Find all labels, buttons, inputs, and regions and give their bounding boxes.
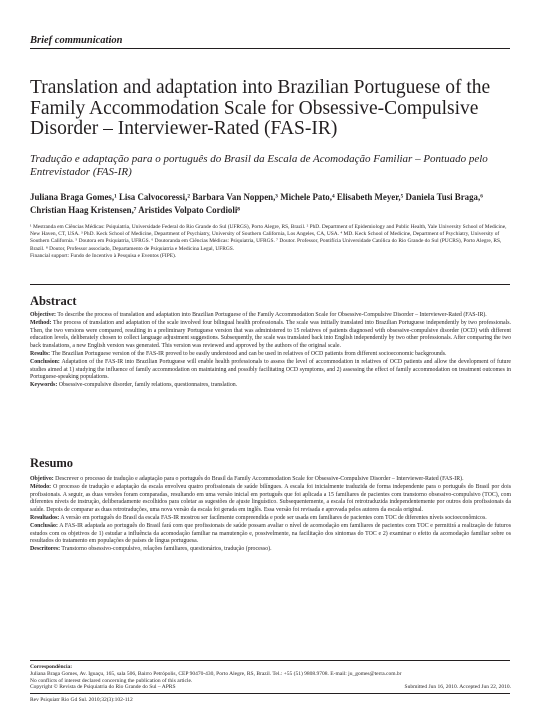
author: Juliana Braga Gomes,¹ (30, 192, 117, 202)
label: Method: (30, 319, 52, 326)
author: Aristides Volpato Cordioli⁸ (138, 204, 240, 215)
resumo-objetivo: Objetivo: Descrever o processo de tradução e adaptação para o português do Brasil da Family Accommodation Scale for Obsessive-Compulsive Disorder – Interviewer-Rated (FAS-IR). (30, 476, 464, 482)
section-divider (30, 284, 510, 285)
author: Daniela Tusi Braga,⁶ (405, 192, 483, 202)
abstract-keywords: Keywords: Obsessive-compulsive disorder, family relations, questionnaires, translation. (30, 382, 238, 389)
resumo-conclusao: Conclusão: A FAS-IR adaptada ao português do Brasil fará com que profissionais de saúde possam avaliar o nível de acomodação em familiares de pacientes com TOC e permitirá a realização de futuros estudos com os objetivos de 1) estudar a influência da acomodação familiar na manutenção e, possivelmente, na facilitação dos sintomas do TOC e 2) examinar o efeito da acomodação familiar sobre os resultados do tratamento em populações de países de língua portuguesa. (30, 522, 511, 545)
label: Objetivo: (30, 476, 54, 482)
abstract-conclusion: Conclusion: Adaptation of the FAS-IR into Brazilian Portuguese will enable health professionals to assess the level of accommodation in relatives of OCD patients and allow the development of future studies aimed at 1) studying the influence of family accommodation on maintaining and possibly facilitating OCD symptoms, and 2) assessing the effect of family accommodation on treatment outcomes in Portuguese-speaking populations. (30, 358, 511, 381)
correspondence-rule (30, 660, 510, 661)
label: Método: (30, 483, 52, 490)
funding-note: Financial support: Fundo de Incentivo à Pesquisa e Eventos (FIPE). (30, 252, 177, 259)
article-subtitle: Tradução e adaptação para o português do Brasil da Escala de Acomodação Familiar – Pontuado pelo Entrevistador (FAS-IR) (30, 153, 488, 178)
resumo-descritores: Descritores: Transtorno obsessivo-compulsivo, relações familiares, questionários, tradução (processo). (30, 546, 272, 553)
resumo-heading: Resumo (30, 456, 74, 470)
resumo-metodo: Método: O processo de tradução e adaptação da escala envolveu quatro profissionais de saúde bilíngues. A escala foi inicialmente traduzida de forma independente para o português do Brasil por dois profissionais. A seguir, as duas versões foram comparadas, resultando em uma versão inicial em português que foi aplicada a 15 familiares de pacientes com transtorno obsessivo-compulsivo (TOC), com diferentes níveis de instrução, deliberadamente escolhidos para coletar as sugestões de ajuste linguístico. Subsequentemente, a escala foi retrotraduzida independentemente por outros dois profissionais da saúde. Depois de comparar as duas retrotraduções, uma nova versão da escala foi gerada em inglês. Essa versão foi revisada e aprovada pelos autores da escala original. (30, 483, 511, 514)
copyright-notice: Copyright © Revista de Psiquiatria do Rio Grande do Sul – APRS (30, 684, 176, 691)
label: Conclusão: (30, 522, 58, 529)
abstract-results: Results: The Brazilian Portuguese version of the FAS-IR proved to be easily understood and can be used in relatives of OCD patients from different socioeconomic backgrounds. (30, 350, 447, 357)
correspondence-label: Correspondência: (30, 664, 73, 670)
author: Barbara Van Noppen,³ (192, 192, 278, 202)
author: Christian Haag Kristensen,⁷ (30, 204, 137, 215)
label: Results: (30, 350, 51, 357)
correspondence-address: Juliana Braga Gomes, Av. Iguaçu, 165, sala 506, Bairro Petrópolis, CEP 90470-430, Porto Alegre, RS, Brazil. Tel.: +55 (51) 9808.9708. E-mail: ju_gomes@terra.com.br (30, 670, 402, 677)
affiliations (30, 224, 515, 260)
abstract-objective: Objective: To describe the process of translation and adaptation into Brazilian Portuguese of the Family Accommodation Scale for Obsessive-Compulsive Disorder – Interviewer-Rated (FAS-IR). (30, 312, 487, 318)
affiliation-text: ¹ Mestranda em Ciências Médicas: Psiquiatria, Universidade Federal do Rio Grande do Sul (UFRGS), Porto Alegre, RS, Brazil. ² PhD. Department of Epidemiology and Public Health, Yale University School of Medicine, New Haven, CT, USA. ³ PhD. Keck School of Medicine, Department of Psychiatry, University of Southern California, Los Angeles, CA, USA. ⁴ MD. Keck School of Medicine, Department of Psychiatry, University of Southern California. ⁵ Doutora em Psiquiatria, UFRGS. ⁶ Doutoranda em Ciências Médicas: Psiquiatria, UFRGS. ⁷ Doutor. Professor, Pontifícia Universidade Católica do Rio Grande do Sul (PUCRS), Porto Alegre, RS, Brazil. ⁸ Doutor, Professor associado, Departamento de Psiquiatria e Medicina Legal, UFRGS. (30, 224, 507, 252)
author-list (30, 191, 515, 216)
author: Michele Pato,⁴ (280, 192, 335, 202)
conflict-statement: No conflicts of interest declared concerning the publication of this article. (30, 677, 193, 684)
resumo-body (30, 476, 511, 554)
author: Elisabeth Meyer,⁵ (336, 192, 404, 202)
label: Keywords: (30, 382, 58, 389)
abstract-body (30, 312, 511, 390)
author: Lisa Calvocoressi,² (118, 192, 190, 202)
abstract-method: Method: The process of translation and adaptation of the scale involved four bilingual health professionals. The scale was initially translated into Brazilian Portuguese independently by two professionals. Then, the two versions were compared, resulting in a preliminary Portuguese version that was administered to 15 relatives of patients diagnosed with obsessive-compulsive disorder (OCD) with different education levels, deliberately chosen to collect language adjustment suggestions. Subsequently, the scale was translated back into English independently by two other professionals. After comparing the two back translations, a new English version was generated. This version was reviewed and approved by the authors of the original scale. (30, 319, 511, 350)
label: Descritores: (30, 546, 61, 553)
abstract-heading: Abstract (30, 294, 77, 308)
submission-dates: Submitted Jun 16, 2010. Accepted Jun 22, 2010. (404, 684, 511, 690)
label: Resultados: (30, 514, 60, 521)
article-title: Translation and adaptation into Brazilian Portuguese of the Family Accommodation Scale for Obsessive-Compulsive Disorder – Interviewer-Rated (FAS-IR) (30, 77, 491, 139)
footer-rule (30, 693, 510, 694)
resumo-resultados: Resultados: A versão em português do Brasil da escala FAS-IR mostrou ser facilmente compreendida e pode ser usada em familiares de pacientes com TOC de diferentes níveis socioeconômicos. (30, 514, 487, 521)
label: Conclusion: (30, 358, 60, 365)
journal-citation: Rev Psiquiatr Rio Gd Sul. 2010;32(3):102-112 (30, 697, 133, 703)
header-rule (30, 48, 510, 49)
label: Objective: (30, 312, 56, 318)
section-label: Brief communication (30, 35, 123, 46)
